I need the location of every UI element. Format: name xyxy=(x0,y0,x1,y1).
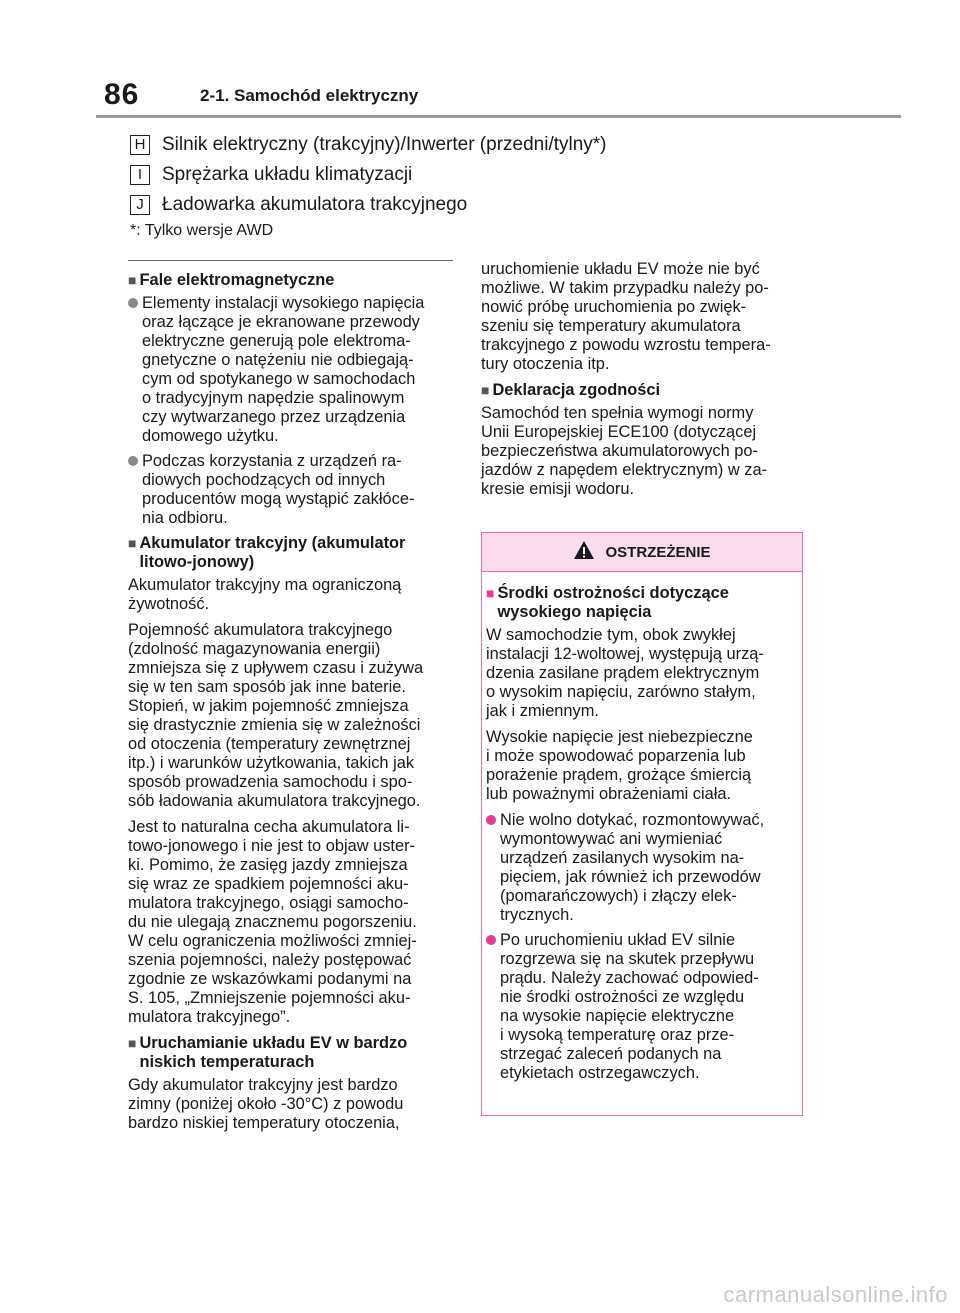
left-column xyxy=(128,260,453,1140)
section-heading xyxy=(481,381,806,400)
right-column xyxy=(481,260,806,506)
page-number: 86 xyxy=(104,78,140,111)
heading-text: Środki ostrożności dotyczące wysokiego napięcia xyxy=(497,584,729,621)
list-item-text: Podczas korzystania z urządzeń ra- diowych pochodzących od innych producentów mogą wystąpić zakłóce- nia odbioru. xyxy=(142,452,415,527)
component-legend xyxy=(130,130,607,220)
paragraph: Akumulator trakcyjny ma ograniczoną żywotność. xyxy=(128,576,402,613)
paragraph: Jest to naturalna cecha akumulatora li- towo-jonowego i nie jest to objaw uster- ki. Pomimo, że zasięg jazdy zmniejsza się wraz ze spadkiem pojemności aku- mulatora trakcyjnego, osiągi samocho- du nie ulegają znacznemu pogorszeniu. W celu ograniczenia możliwości zmniej- szenia pojemności, należy postępować zgodnie ze wskazówkami podanymi na S. 105, „Zmniejszenie pojemności aku- mulatora trakcyjnego”. xyxy=(128,818,417,1026)
list-item xyxy=(128,452,453,528)
legend-text: Silnik elektryczny (trakcyjny)/Inwerter (przedni/tylny*) xyxy=(162,134,607,155)
paragraph: Pojemność akumulatora trakcyjnego (zdolność magazynowania energii) zmniejsza się z upływem czasu i zużywa się w ten sam sposób jak inne baterie. Stopień, w jakim pojemność zmniejsza się drastycznie zmienia się w zależności od otoczenia (temperatury zewnętrznej itp.) i warunków użytkowania, takich jak sposób prowadzenia samochodu i spo- sób ładowania akumulatora trakcyjnego. xyxy=(128,621,424,810)
legend-item xyxy=(130,190,607,220)
heading-text: Uruchamianie układu EV w bardzo niskich temperaturach xyxy=(139,1034,408,1071)
square-bullet-icon: ■ xyxy=(128,535,137,551)
paragraph: Samochód ten spełnia wymogi normy Unii Europejskiej ECE100 (dotyczącej bezpieczeństwa akumulatorowych po- jazdów z napędem elektrycznym) w za- kresie emisji wodoru. xyxy=(481,404,768,498)
list-item-text: Nie wolno dotykać, rozmontowywać, wymontowywać ani wymieniać urządzeń zasilanych wysokim na- pięciem, jak również ich przewodów (pomarańczowych) i złączy elek- trycznych. xyxy=(500,811,765,924)
warning-heading xyxy=(486,584,796,622)
circle-bullet-icon xyxy=(128,456,138,466)
watermark: carmanualsonline.info xyxy=(723,1282,948,1307)
warning-title: OSTRZEŻENIE xyxy=(605,543,711,561)
square-bullet-icon: ■ xyxy=(486,585,495,601)
legend-item xyxy=(130,160,607,190)
paragraph: Gdy akumulator trakcyjny jest bardzo zimny (poniżej około -30°C) z powodu bardzo niskiej temperatury otoczenia, xyxy=(128,1076,404,1132)
legend-text: Sprężarka układu klimatyzacji xyxy=(162,164,413,185)
warning-body xyxy=(482,572,802,1083)
header-rule xyxy=(96,115,901,118)
warning-header xyxy=(482,533,802,572)
list-item xyxy=(128,294,453,446)
list-item xyxy=(486,811,796,925)
letter-box: I xyxy=(130,165,150,185)
list-item xyxy=(486,931,796,1083)
square-bullet-icon: ■ xyxy=(128,1035,137,1051)
heading-text: Fale elektromagnetyczne xyxy=(139,271,335,289)
circle-bullet-icon xyxy=(486,935,496,945)
warning-box xyxy=(481,532,803,1116)
heading-text: Deklaracja zgodności xyxy=(492,381,661,399)
section-title: 2-1. Samochód elektryczny xyxy=(200,86,419,105)
paragraph: uruchomienie układu EV może nie być możliwe. W takim przypadku należy po- nowić próbę uruchomienia po zwięk- szeniu się temperatury akumulatora trakcyjnego z powodu wzrostu tempera- tury otoczenia itp. xyxy=(481,260,771,373)
square-bullet-icon: ■ xyxy=(128,272,137,288)
legend-text: Ładowarka akumulatora trakcyjnego xyxy=(162,194,468,215)
list-item-text: Po uruchomieniu układ EV silnie rozgrzewa się na skutek przepływu prądu. Należy zachować odpowied- nie środki ostrożności ze względu na wysokie napięcie elektryczne i wysoką temperaturę oraz prze- strzegać zaleceń podanych na etykietach ostrzegawczych. xyxy=(500,931,759,1082)
legend-item xyxy=(130,130,607,160)
column-rule xyxy=(128,260,453,261)
section-heading xyxy=(128,271,453,290)
paragraph: Wysokie napięcie jest niebezpieczne i może spowodować poparzenia lub porażenie prądem, grożące śmiercią lub poważnymi obrażeniami ciała. xyxy=(486,728,753,803)
warning-triangle-icon xyxy=(573,540,595,564)
paragraph: W samochodzie tym, obok zwykłej instalacji 12-woltowej, występują urzą- dzenia zasilane prądem elektrycznym o wysokim napięciu, zarówno stałym, jak i zmiennym. xyxy=(486,626,764,720)
letter-box: J xyxy=(130,195,150,215)
circle-bullet-icon xyxy=(486,815,496,825)
list-item-text: Elementy instalacji wysokiego napięcia oraz łączące je ekranowane przewody elektryczne generują pole elektroma- gnetyczne o natężeniu nie odbiegają- cym od spotykanego w samochodach o tradycyjnym napędzie spalinowym czy wytwarzanego przez urządzenia domowego użytku. xyxy=(142,294,425,445)
footnote: *: Tylko wersje AWD xyxy=(130,222,274,239)
heading-text: Akumulator trakcyjny (akumulator litowo-jonowy) xyxy=(139,534,406,571)
section-heading xyxy=(128,1034,453,1072)
letter-box: H xyxy=(130,135,150,155)
circle-bullet-icon xyxy=(128,298,138,308)
section-heading xyxy=(128,534,453,572)
square-bullet-icon: ■ xyxy=(481,382,490,398)
